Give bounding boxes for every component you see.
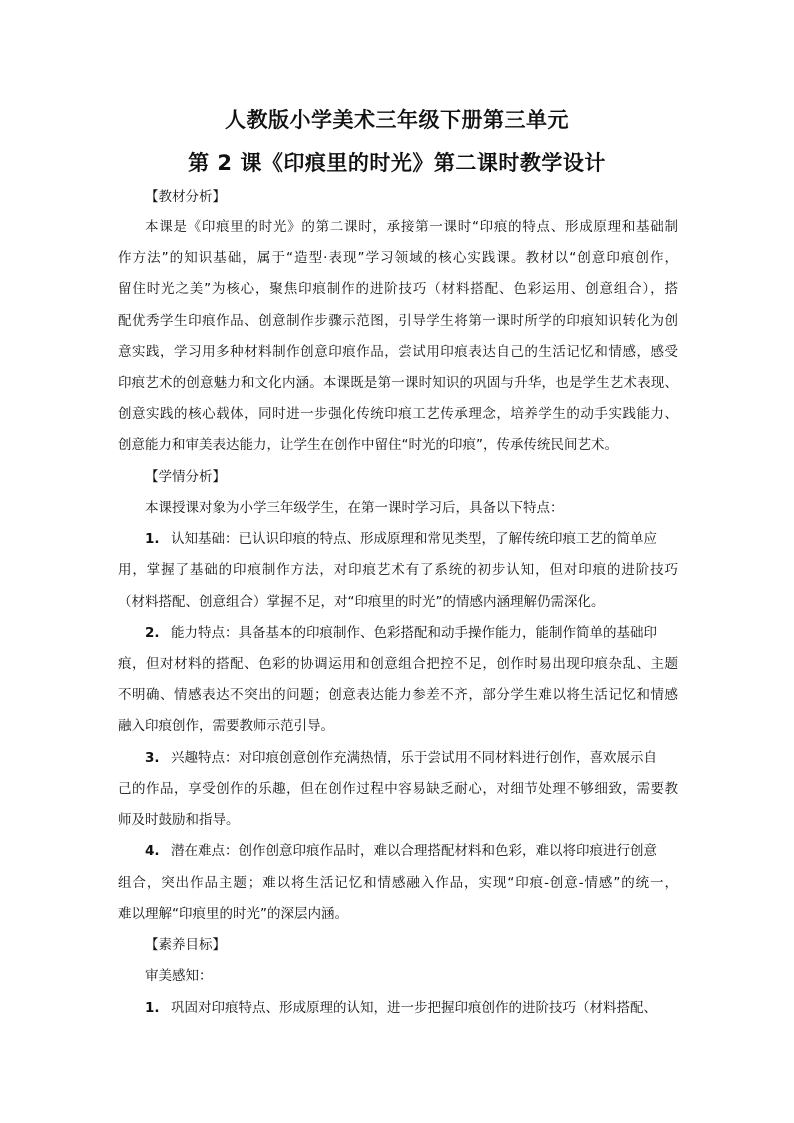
list-item-number: 1.: [145, 531, 160, 547]
list-item-number: 3.: [145, 750, 160, 766]
list-item-first-line: [145, 842, 678, 860]
list-item-first-line: [145, 999, 678, 1017]
sub-heading-aesthetic-perception: 审美感知：: [145, 968, 213, 984]
paragraph-line: 组合，突出作品主题；难以将生活记忆和情感融入作品，实现“印痕-创意-情感”的统一，: [118, 875, 678, 891]
paragraph-line: （材料搭配、创意组合）掌握不足，对“印痕里的时光”的情感内涵理解仍需深化。: [118, 594, 605, 610]
list-item-number: 4.: [145, 843, 160, 859]
paragraph-line: 难以理解“印痕里的时光”的深层内涵。: [118, 906, 348, 922]
paragraph-line: 本课授课对象为小学三年级学生，在第一课时学习后，具备以下特点：: [145, 500, 564, 516]
paragraph-line: 师及时鼓励和指导。: [118, 812, 240, 828]
list-item-text: 潜在难点：创作创意印痕作品时，难以合理搭配材料和色彩，难以将印痕进行创意: [171, 843, 657, 859]
paragraph-line: 印痕艺术的创意魅力和文化内涵。本课既是第一课时知识的巩固与升华，也是学生艺术表现、: [118, 375, 678, 391]
paragraph-line: 意实践，学习用多种材料制作创意印痕作品，尝试用印痕表达自己的生活记忆和情感，感受: [118, 344, 678, 360]
paragraph-line: 留住时光之美”为核心，聚焦印痕制作的进阶技巧（材料搭配、色彩运用、创意组合），搭: [118, 281, 678, 297]
section-heading-learner-analysis: 【学情分析】: [145, 469, 226, 485]
paragraph-line: 创意能力和审美表达能力，让学生在创作中留住“时光的印痕”，传承传统民间艺术。: [118, 437, 618, 453]
paragraph-line: 融入印痕创作，需要教师示范引导。: [118, 718, 334, 734]
list-item-text: 兴趣特点：对印痕创意创作充满热情，乐于尝试用不同材料进行创作，喜欢展示自: [171, 750, 657, 766]
list-item-text: 能力特点：具备基本的印痕制作、色彩搭配和动手操作能力，能制作简单的基础印: [171, 625, 657, 641]
list-item-first-line: [145, 624, 678, 642]
paragraph-line: 不明确、情感表达不突出的问题；创意表达能力参差不齐，部分学生难以将生活记忆和情感: [118, 687, 678, 703]
paragraph-line: 己的作品，享受创作的乐趣，但在创作过程中容易缺乏耐心，对细节处理不够细致，需要教: [118, 781, 678, 797]
list-item-first-line: [145, 749, 678, 767]
list-item-number: 1.: [145, 1000, 160, 1016]
paragraph-line: 配优秀学生印痕作品、创意制作步骤示范图，引导学生将第一课时所学的印痕知识转化为创: [118, 313, 678, 329]
paragraph-line: 创意实践的核心载体，同时进一步强化传统印痕工艺传承理念，培养学生的动手实践能力、: [118, 406, 678, 422]
paragraph-line: 用，掌握了基础的印痕制作方法，对印痕艺术有了系统的初步认知，但对印痕的进阶技巧: [118, 562, 678, 578]
list-item-first-line: [145, 530, 678, 548]
document-title-line1: 人教版小学美术三年级下册第三单元: [225, 108, 569, 132]
paragraph-line: 痕，但对材料的搭配、色彩的协调运用和创意组合把控不足，创作时易出现印痕杂乱、主题: [118, 656, 678, 672]
document-title-line2: 第 2 课《印痕里的时光》第二课时教学设计: [188, 151, 606, 175]
list-item-text: 认知基础：已认识印痕的特点、形成原理和常见类型，了解传统印痕工艺的简单应: [171, 531, 657, 547]
paragraph-line: 作方法”的知识基础，属于“造型·表现”学习领域的核心实践课。教材以“创意印痕创作，: [118, 250, 678, 266]
section-heading-literacy-goals: 【素养目标】: [145, 937, 226, 953]
list-item-number: 2.: [145, 625, 160, 641]
section-heading-material-analysis: 【教材分析】: [145, 189, 226, 205]
list-item-text: 巩固对印痕特点、形成原理的认知，进一步把握印痕创作的进阶技巧（材料搭配、: [171, 1000, 657, 1016]
paragraph-line: 本课是《印痕里的时光》的第二课时，承接第一课时“印痕的特点、形成原理和基础制: [145, 219, 678, 235]
